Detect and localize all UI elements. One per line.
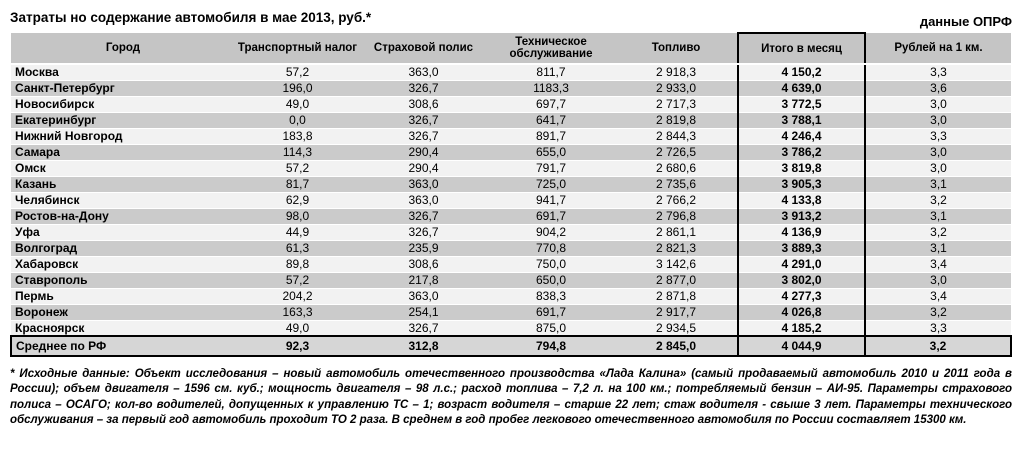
cell-maintenance: 650,0 [487, 272, 615, 288]
cell-transport-tax: 49,0 [235, 320, 360, 336]
cell-transport-tax: 49,0 [235, 96, 360, 112]
city-cell: Ростов-на-Дону [11, 208, 235, 224]
cell-maintenance: 791,7 [487, 160, 615, 176]
cell-fuel: 2 726,5 [615, 144, 738, 160]
cell-insurance: 326,7 [360, 112, 487, 128]
table-row [11, 208, 1011, 224]
table-row [11, 160, 1011, 176]
cell-transport-tax: 81,7 [235, 176, 360, 192]
column-header-transport-tax: Транспортный налог [235, 33, 360, 64]
cell-transport-tax: 183,8 [235, 128, 360, 144]
cell-maintenance: 1183,3 [487, 80, 615, 96]
cell-maintenance: 838,3 [487, 288, 615, 304]
cell-maintenance: 691,7 [487, 304, 615, 320]
cell-fuel: 2 861,1 [615, 224, 738, 240]
cell-transport-tax: 57,2 [235, 64, 360, 80]
cell-transport-tax: 44,9 [235, 224, 360, 240]
cell-insurance: 312,8 [360, 336, 487, 356]
column-header-maintenance: Техническое обслуживание [487, 33, 615, 64]
city-cell: Челябинск [11, 192, 235, 208]
cell-per-km: 3,1 [865, 240, 1011, 256]
cell-transport-tax: 163,3 [235, 304, 360, 320]
table-row [11, 96, 1011, 112]
cell-fuel: 2 845,0 [615, 336, 738, 356]
cell-monthly-total: 4 136,9 [738, 224, 865, 240]
cell-per-km: 3,0 [865, 112, 1011, 128]
cell-per-km: 3,1 [865, 176, 1011, 192]
cell-fuel: 2 918,3 [615, 64, 738, 80]
cell-maintenance: 691,7 [487, 208, 615, 224]
cell-insurance: 326,7 [360, 208, 487, 224]
city-cell: Казань [11, 176, 235, 192]
cell-insurance: 363,0 [360, 176, 487, 192]
table-row [11, 272, 1011, 288]
cell-insurance: 308,6 [360, 96, 487, 112]
cell-transport-tax: 57,2 [235, 272, 360, 288]
page-title: Затраты но содержание автомобиля в мае 2013, руб.* [10, 10, 372, 25]
cell-transport-tax: 0,0 [235, 112, 360, 128]
city-cell: Воронеж [11, 304, 235, 320]
cell-monthly-total: 3 913,2 [738, 208, 865, 224]
table-row [11, 304, 1011, 320]
cell-monthly-total: 3 772,5 [738, 96, 865, 112]
cell-insurance: 363,0 [360, 64, 487, 80]
table-row [11, 176, 1011, 192]
column-header-per-km: Рублей на 1 км. [865, 33, 1011, 64]
cell-insurance: 308,6 [360, 256, 487, 272]
cell-fuel: 2 934,5 [615, 320, 738, 336]
city-cell: Нижний Новгород [11, 128, 235, 144]
cell-maintenance: 725,0 [487, 176, 615, 192]
column-header-fuel: Топливо [615, 33, 738, 64]
table-row [11, 320, 1011, 336]
cell-per-km: 3,2 [865, 192, 1011, 208]
cell-transport-tax: 57,2 [235, 160, 360, 176]
cell-per-km: 3,3 [865, 64, 1011, 80]
cell-monthly-total: 3 889,3 [738, 240, 865, 256]
cell-fuel: 3 142,6 [615, 256, 738, 272]
cell-per-km: 3,3 [865, 320, 1011, 336]
cell-fuel: 2 871,8 [615, 288, 738, 304]
city-cell: Хабаровск [11, 256, 235, 272]
cell-per-km: 3,1 [865, 208, 1011, 224]
cell-insurance: 326,7 [360, 80, 487, 96]
car-costs-table [10, 32, 1012, 357]
cell-transport-tax: 89,8 [235, 256, 360, 272]
cell-fuel: 2 796,8 [615, 208, 738, 224]
table-row [11, 288, 1011, 304]
cell-per-km: 3,0 [865, 96, 1011, 112]
city-cell: Омск [11, 160, 235, 176]
cell-monthly-total: 4 277,3 [738, 288, 865, 304]
cell-monthly-total: 3 802,0 [738, 272, 865, 288]
cell-monthly-total: 4 291,0 [738, 256, 865, 272]
cell-maintenance: 875,0 [487, 320, 615, 336]
table-row [11, 224, 1011, 240]
table-row [11, 80, 1011, 96]
cell-fuel: 2 877,0 [615, 272, 738, 288]
table-row [11, 192, 1011, 208]
cell-per-km: 3,3 [865, 128, 1011, 144]
cell-insurance: 363,0 [360, 288, 487, 304]
cell-monthly-total: 4 639,0 [738, 80, 865, 96]
table-row [11, 112, 1011, 128]
city-cell: Среднее по РФ [11, 336, 235, 356]
table-body [11, 64, 1011, 356]
cell-monthly-total: 3 905,3 [738, 176, 865, 192]
city-cell: Волгоград [11, 240, 235, 256]
city-cell: Санкт-Петербург [11, 80, 235, 96]
cell-insurance: 363,0 [360, 192, 487, 208]
city-cell: Новосибирск [11, 96, 235, 112]
cell-per-km: 3,4 [865, 256, 1011, 272]
cell-monthly-total: 4 246,4 [738, 128, 865, 144]
cell-per-km: 3,2 [865, 224, 1011, 240]
city-cell: Самара [11, 144, 235, 160]
cell-monthly-total: 4 026,8 [738, 304, 865, 320]
cell-fuel: 2 819,8 [615, 112, 738, 128]
cell-fuel: 2 917,7 [615, 304, 738, 320]
cell-monthly-total: 4 185,2 [738, 320, 865, 336]
cell-maintenance: 770,8 [487, 240, 615, 256]
cell-monthly-total: 4 044,9 [738, 336, 865, 356]
cell-transport-tax: 62,9 [235, 192, 360, 208]
cell-transport-tax: 61,3 [235, 240, 360, 256]
cell-monthly-total: 4 133,8 [738, 192, 865, 208]
table-row [11, 64, 1011, 80]
cell-maintenance: 655,0 [487, 144, 615, 160]
cell-insurance: 326,7 [360, 128, 487, 144]
footnote: * Исходные данные: Объект исследования – новый автомобиль отечественного производства «Лада Калина» (самый продаваемый автомобиль 2010 и 2011 года в России); объем двигателя – 1596 см. куб.; мощность двигателя – 98 л.с.; расход топлива – 7,2 л. на 100 км.; потребляемый бензин – АИ-95. Параметры страхового полиса – ОСАГО; кол-во водителей, допущенных к управлению ТС – 1; возраст водителя – старше 22 лет; стаж водителя - свыше 3 лет. Параметры технического обслуживания – за первый год автомобиль проходит ТО 2 раза. В среднем в год пробег легкового отечественного автомобиля по России составляет 15300 км. [10, 368, 1012, 426]
city-cell: Москва [11, 64, 235, 80]
cell-transport-tax: 98,0 [235, 208, 360, 224]
cell-monthly-total: 3 819,8 [738, 160, 865, 176]
cell-maintenance: 641,7 [487, 112, 615, 128]
cell-fuel: 2 735,6 [615, 176, 738, 192]
cell-per-km: 3,0 [865, 160, 1011, 176]
cell-maintenance: 794,8 [487, 336, 615, 356]
city-cell: Пермь [11, 288, 235, 304]
cell-maintenance: 904,2 [487, 224, 615, 240]
cell-monthly-total: 4 150,2 [738, 64, 865, 80]
cell-insurance: 217,8 [360, 272, 487, 288]
table-row [11, 128, 1011, 144]
topbar [10, 10, 1012, 29]
city-cell: Уфа [11, 224, 235, 240]
city-cell: Красноярск [11, 320, 235, 336]
cell-fuel: 2 680,6 [615, 160, 738, 176]
table-row-average [11, 336, 1011, 356]
cell-fuel: 2 821,3 [615, 240, 738, 256]
table-row [11, 144, 1011, 160]
cell-monthly-total: 3 786,2 [738, 144, 865, 160]
column-header-monthly-total: Итого в месяц [738, 33, 865, 64]
cell-maintenance: 697,7 [487, 96, 615, 112]
cell-fuel: 2 844,3 [615, 128, 738, 144]
cell-maintenance: 811,7 [487, 64, 615, 80]
cell-insurance: 326,7 [360, 224, 487, 240]
cell-monthly-total: 3 788,1 [738, 112, 865, 128]
cell-fuel: 2 766,2 [615, 192, 738, 208]
column-header-city: Город [11, 33, 235, 64]
cell-maintenance: 750,0 [487, 256, 615, 272]
cell-per-km: 3,4 [865, 288, 1011, 304]
cell-fuel: 2 933,0 [615, 80, 738, 96]
cell-maintenance: 941,7 [487, 192, 615, 208]
cell-maintenance: 891,7 [487, 128, 615, 144]
table-row [11, 240, 1011, 256]
cell-per-km: 3,0 [865, 272, 1011, 288]
cell-insurance: 235,9 [360, 240, 487, 256]
cell-fuel: 2 717,3 [615, 96, 738, 112]
cell-per-km: 3,2 [865, 336, 1011, 356]
cell-per-km: 3,6 [865, 80, 1011, 96]
cell-per-km: 3,0 [865, 144, 1011, 160]
city-cell: Екатеринбург [11, 112, 235, 128]
cell-insurance: 290,4 [360, 144, 487, 160]
cell-transport-tax: 204,2 [235, 288, 360, 304]
table-row [11, 256, 1011, 272]
city-cell: Ставрополь [11, 272, 235, 288]
table-header-row [11, 33, 1011, 64]
cell-insurance: 254,1 [360, 304, 487, 320]
column-header-insurance: Страховой полис [360, 33, 487, 64]
cell-transport-tax: 92,3 [235, 336, 360, 356]
cell-insurance: 326,7 [360, 320, 487, 336]
cell-insurance: 290,4 [360, 160, 487, 176]
data-source-label: данные ОПРФ [919, 14, 1012, 29]
cell-transport-tax: 196,0 [235, 80, 360, 96]
cell-per-km: 3,2 [865, 304, 1011, 320]
cell-transport-tax: 114,3 [235, 144, 360, 160]
